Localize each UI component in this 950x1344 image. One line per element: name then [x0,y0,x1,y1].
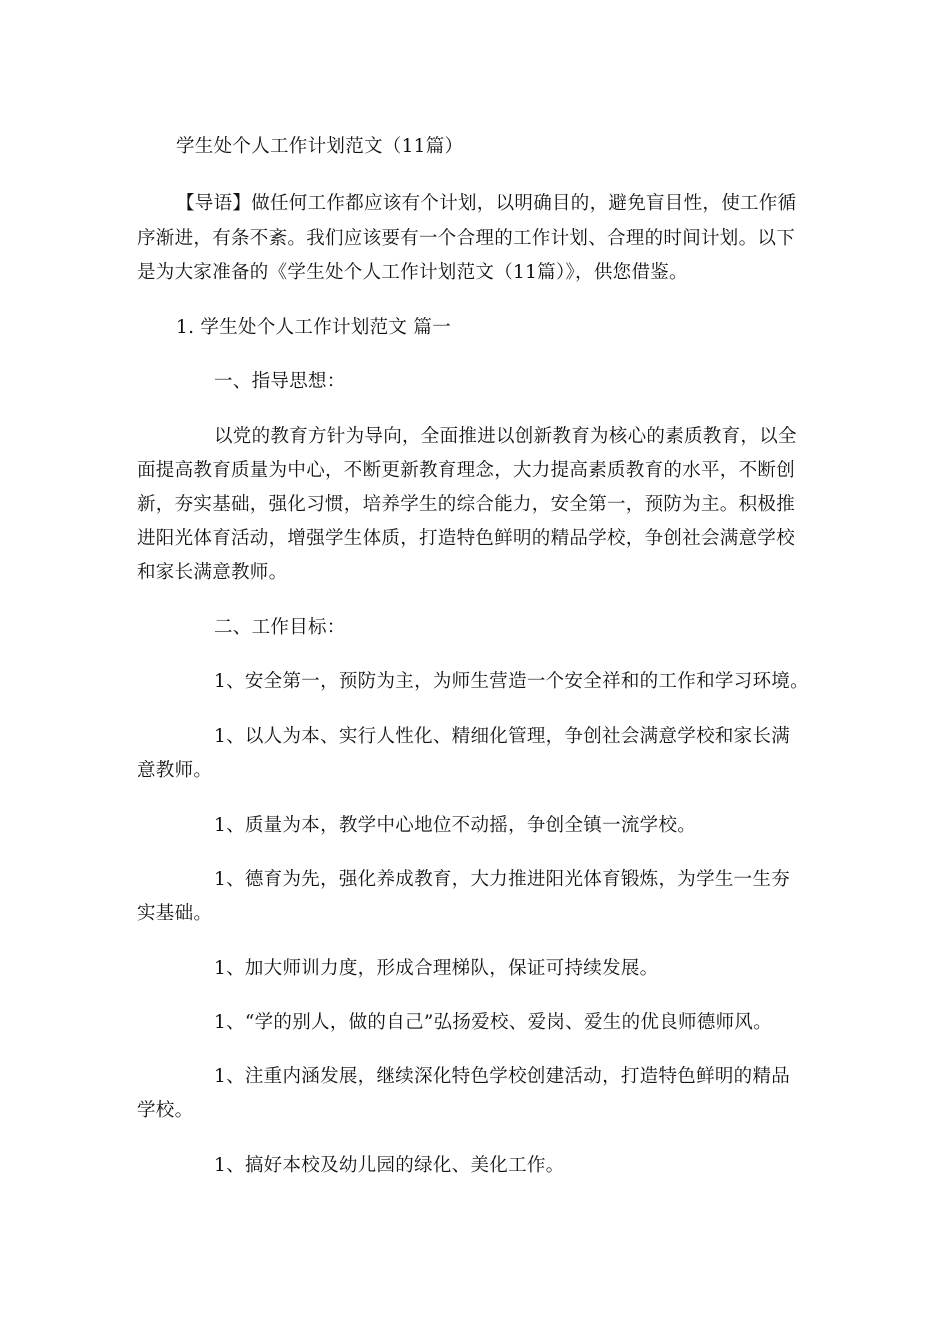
goal-item: 1、注重内涵发展，继续深化特色学校创建活动，打造特色鲜明的精品 [214,1066,791,1087]
intro-line-1: 【导语】做任何工作都应该有个计划，以明确目的，避免盲目性，使工作循 [176,193,797,214]
guiding-line-1: 以党的教育方针为导向，全面推进以创新教育为核心的素质教育，以全 [214,426,797,447]
goal-item: 1、搞好本校及幼儿园的绿化、美化工作。 [214,1155,565,1176]
goal-item-continuation: 意教师。 [137,760,213,781]
guiding-line-3: 新，夯实基础，强化习惯，培养学生的综合能力，安全第一，预防为主。积极推 [137,494,796,515]
heading-work-goals: 二、工作目标： [214,617,346,638]
goal-item: 1、“学的别人，做的自己”弘扬爱校、爱岗、爱生的优良师德师风。 [214,1012,772,1033]
goal-item: 1、安全第一，预防为主，为师生营造一个安全祥和的工作和学习环境。 [214,671,809,692]
goal-item-continuation: 学校。 [137,1100,194,1121]
goal-item: 1、以人为本、实行人性化、精细化管理，争创社会满意学校和家长满 [214,726,791,747]
document-title: 学生处个人工作计划范文（11篇） [176,136,464,157]
goal-item: 1、德育为先，强化养成教育，大力推进阳光体育锻炼，为学生一生夯 [214,869,791,890]
intro-line-2: 序渐进，有条不紊。我们应该要有一个合理的工作计划、合理的时间计划。以下 [137,228,796,249]
guiding-line-5: 和家长满意教师。 [137,562,288,583]
heading-guiding-thought: 一、指导思想： [214,371,346,392]
guiding-line-2: 面提高教育质量为中心，不断更新教育理念，大力提高素质教育的水平，不断创 [137,460,796,481]
goal-item: 1、质量为本，教学中心地位不动摇，争创全镇一流学校。 [214,815,697,836]
section-title: 1. 学生处个人工作计划范文 篇一 [176,317,452,338]
goal-item: 1、加大师训力度，形成合理梯队，保证可持续发展。 [214,958,659,979]
intro-line-3: 是为大家准备的《学生处个人工作计划范文（11篇）》，供您借鉴。 [137,262,688,283]
guiding-line-4: 进阳光体育活动，增强学生体质，打造特色鲜明的精品学校，争创社会满意学校 [137,528,796,549]
goal-item-continuation: 实基础。 [137,903,213,924]
